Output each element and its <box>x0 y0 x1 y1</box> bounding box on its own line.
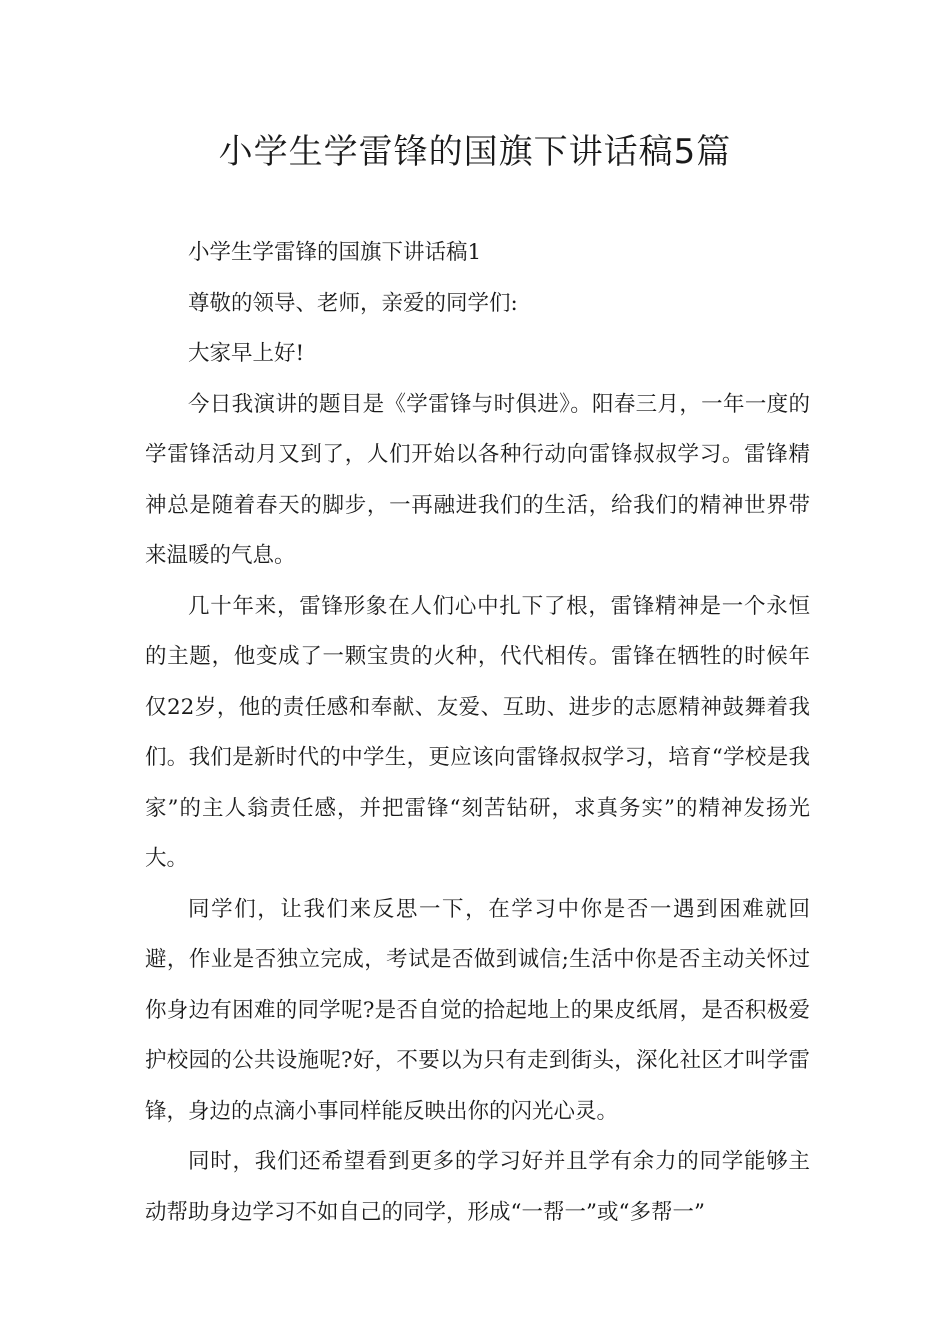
body-paragraph: 同学们，让我们来反思一下，在学习中你是否一遇到困难就回避，作业是否独立完成，考试是否做到诚信;生活中你是否主动关怀过你身边有困难的同学呢?是否自觉的拾起地上的果皮纸屑，是否积极爱护校园的公共设施呢?好，不要以为只有走到街头，深化社区才叫学雷锋，身边的点滴小事同样能反映出你的闪光心灵。 <box>145 896 810 1124</box>
body-paragraph: 同时，我们还希望看到更多的学习好并且学有余力的同学能够主动帮助身边学习不如自己的同学，形成“一帮一”或“多帮一” <box>145 1149 810 1225</box>
greeting: 大家早上好! <box>188 341 305 366</box>
section-heading: 小学生学雷锋的国旗下讲话稿1 <box>188 240 482 265</box>
salutation: 尊敬的领导、老师，亲爱的同学们: <box>188 290 518 316</box>
document-title: 小学生学雷锋的国旗下讲话稿5篇 <box>218 132 732 172</box>
document-body <box>145 228 810 1238</box>
body-paragraph: 几十年来，雷锋形象在人们心中扎下了根，雷锋精神是一个永恒的主题，他变成了一颗宝贵的火种，代代相传。雷锋在牺牲的时候年仅22岁，他的责任感和奉献、友爱、互助、进步的志愿精神鼓舞着我们。我们是新时代的中学生，更应该向雷锋叔叔学习，培育“学校是我家”的主人翁责任感，并把雷锋“刻苦钻研，求真务实”的精神发扬光大。 <box>145 593 810 871</box>
body-paragraph: 今日我演讲的题目是《学雷锋与时俱进》。阳春三月，一年一度的学雷锋活动月又到了，人们开始以各种行动向雷锋叔叔学习。雷锋精神总是随着春天的脚步，一再融进我们的生活，给我们的精神世界带来温暖的气息。 <box>145 391 810 568</box>
